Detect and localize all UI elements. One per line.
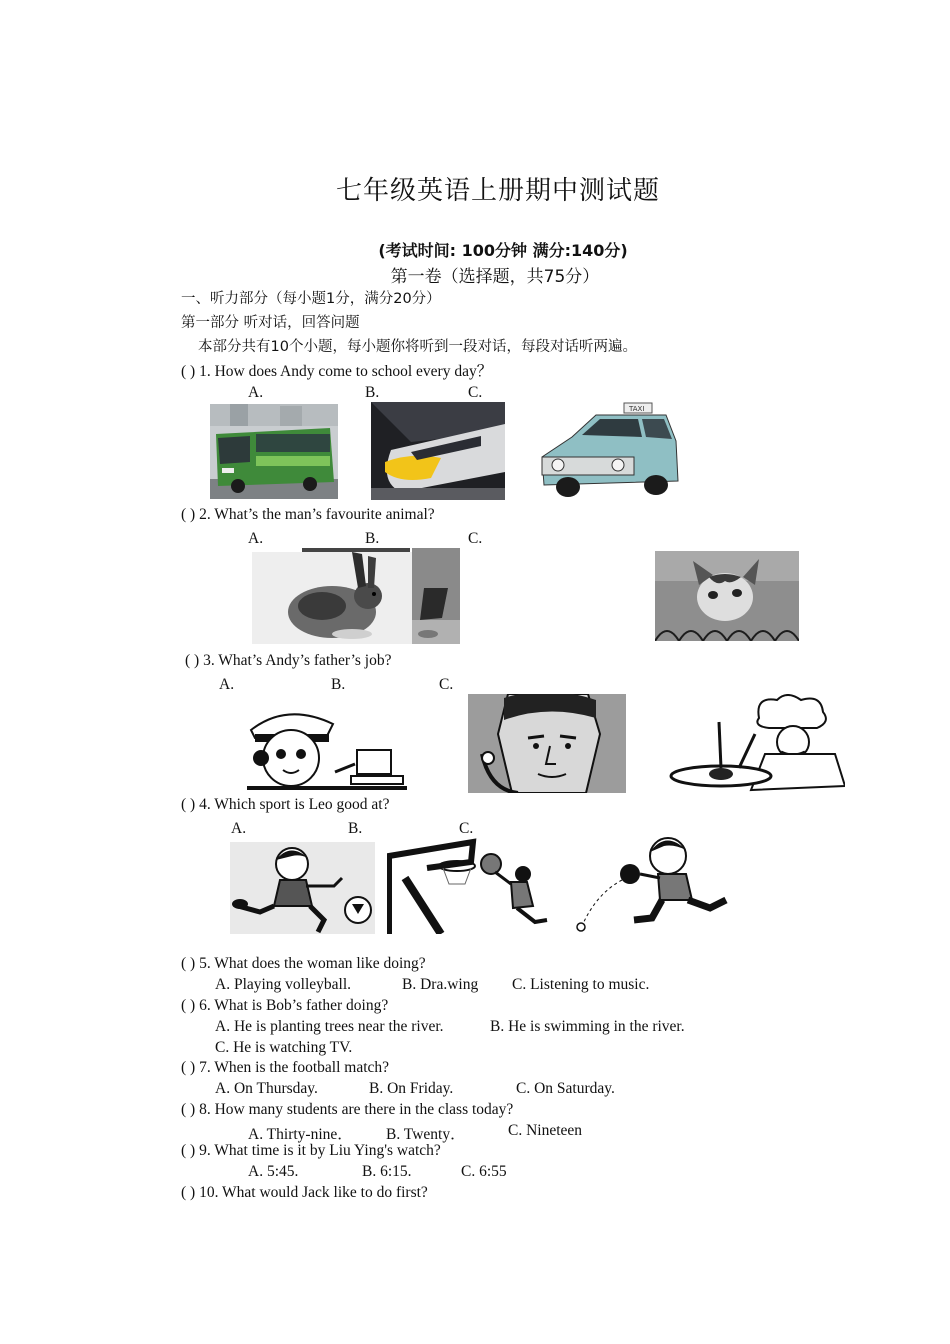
- question-8: ( ) 8. How many students are there in the class today?: [181, 1101, 514, 1118]
- train-picture: [371, 402, 505, 500]
- cook-picture: [669, 694, 845, 796]
- question-7: ( ) 7. When is the football match?: [181, 1059, 390, 1076]
- option-label: B.: [331, 676, 346, 693]
- option-b: B. Dra.wing: [402, 976, 479, 993]
- option-label: B.: [365, 530, 380, 547]
- option-label: A.: [219, 676, 235, 693]
- question-5: ( ) 5. What does the woman like doing?: [181, 955, 426, 972]
- option-label: C.: [439, 676, 454, 693]
- basketball-picture: [387, 838, 567, 934]
- volume-heading: 第一卷（选择题，共75分）: [390, 267, 600, 287]
- option-label: B.: [348, 820, 363, 837]
- question-10: ( ) 10. What would Jack like to do first?: [181, 1184, 428, 1201]
- option-c: C. He is watching TV.: [215, 1039, 353, 1056]
- taxi-picture: [538, 401, 682, 501]
- cat-picture: [655, 551, 799, 641]
- option-a: A. Thirty-nine．: [248, 1126, 353, 1143]
- section-heading: 一、听力部分（每小题1分，满分20分）: [181, 291, 441, 307]
- option-label: C.: [468, 530, 483, 547]
- option-label: C.: [459, 820, 474, 837]
- rabbit-picture: [252, 548, 460, 644]
- policeman-picture: [247, 706, 407, 790]
- question-9: ( ) 9. What time is it by Liu Ying's watch?: [181, 1142, 441, 1159]
- question-2: ( ) 2. What’s the man’s favourite animal?: [181, 506, 435, 523]
- option-label: B.: [365, 384, 380, 401]
- svg-text:TAXI: TAXI: [629, 405, 645, 413]
- instruction: 本部分共有10个小题，每小题你将听到一段对话，每段对话听两遍。: [198, 339, 637, 355]
- option-b: B. 6:15.: [362, 1163, 412, 1180]
- bus-picture: [210, 404, 338, 499]
- option-label: C.: [468, 384, 483, 401]
- option-c: C. On Saturday.: [516, 1080, 615, 1097]
- page-title: 七年级英语上册期中测试题: [335, 176, 660, 206]
- option-c: C. Listening to music.: [512, 976, 650, 993]
- option-a: A. 5:45.: [248, 1163, 299, 1180]
- option-c: C. 6:55: [461, 1163, 507, 1180]
- question-3: ( ) 3. What’s Andy’s father’s job?: [185, 652, 392, 669]
- exam-info: (考试时间: 100分钟 满分:140分): [378, 241, 628, 260]
- doctor-picture: [468, 694, 626, 793]
- part-heading: 第一部分 听对话，回答问题: [181, 315, 360, 331]
- soccer-picture: [230, 842, 375, 934]
- ping-pong-picture: [576, 834, 752, 934]
- option-a: A. Playing volleyball.: [215, 976, 352, 993]
- option-label: A.: [231, 820, 247, 837]
- option-c: C. Nineteen: [508, 1122, 583, 1139]
- option-label: A.: [248, 384, 264, 401]
- option-a: A. He is planting trees near the river.: [215, 1018, 444, 1035]
- option-a: A. On Thursday.: [215, 1080, 318, 1097]
- question-6: ( ) 6. What is Bob’s father doing?: [181, 997, 389, 1014]
- option-b: B. Twenty．: [386, 1126, 466, 1143]
- option-b: B. On Friday.: [369, 1080, 454, 1097]
- option-b: B. He is swimming in the river.: [490, 1018, 685, 1035]
- question-4: ( ) 4. Which sport is Leo good at?: [181, 796, 390, 813]
- option-label: A.: [248, 530, 264, 547]
- question-1: ( ) 1. How does Andy come to school every day？: [181, 363, 493, 380]
